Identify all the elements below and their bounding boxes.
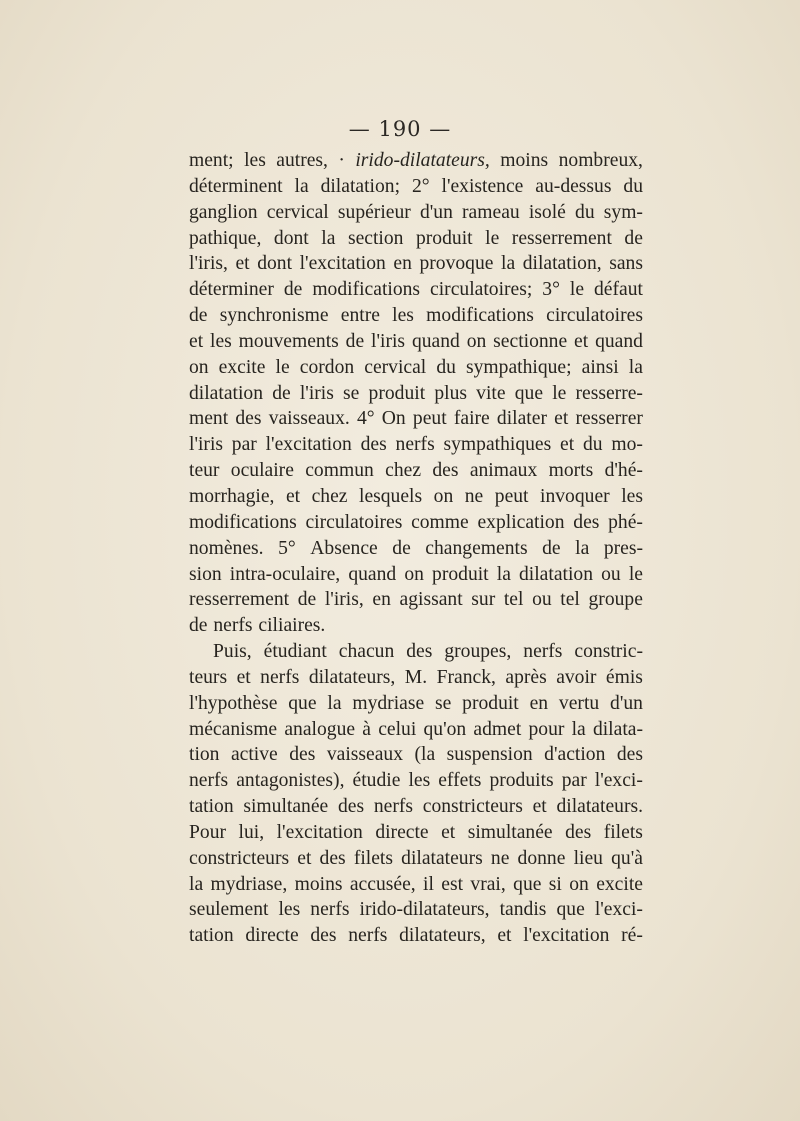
word: teurs xyxy=(189,666,228,688)
word: ment xyxy=(189,408,229,430)
word: irido-dilatateurs, xyxy=(355,150,490,171)
word: ou xyxy=(532,589,552,611)
word: vrai, xyxy=(470,873,506,895)
word: ciliaires. xyxy=(258,615,326,637)
word: produit xyxy=(415,227,473,249)
word: en xyxy=(393,253,412,275)
word: que xyxy=(556,899,585,921)
word: les xyxy=(621,485,643,507)
word: les xyxy=(392,305,414,327)
word: modifications xyxy=(426,305,534,327)
word: que xyxy=(288,692,317,714)
word: directe xyxy=(245,925,299,947)
word: lui, xyxy=(238,821,265,843)
word: des xyxy=(360,434,387,456)
word: synchronisme xyxy=(219,305,329,327)
word: mo- xyxy=(611,434,643,456)
word: après xyxy=(505,666,547,688)
word: rameau xyxy=(462,201,520,223)
word: il xyxy=(423,873,434,895)
word: produit xyxy=(432,563,489,585)
word: groupes, xyxy=(444,641,512,663)
word: déterminer xyxy=(189,279,274,301)
word: circulatoires; xyxy=(430,279,533,301)
word: dilatation xyxy=(189,382,264,404)
word: le xyxy=(275,356,290,378)
word: l'hypothèse xyxy=(189,692,278,714)
word: l'excitation xyxy=(265,434,352,456)
word: au-dessus xyxy=(535,175,612,197)
word: dilatateurs xyxy=(401,847,483,869)
word: vite xyxy=(476,382,506,404)
word: ainsi xyxy=(581,356,619,378)
word: resserrer xyxy=(575,408,643,430)
word: la xyxy=(575,537,590,559)
word: du xyxy=(623,175,643,197)
word: excite xyxy=(596,873,643,895)
word: accusée, xyxy=(349,873,416,895)
word: de xyxy=(272,382,291,404)
word: nerfs xyxy=(260,666,300,688)
word: produit xyxy=(368,382,426,404)
word: nerfs xyxy=(310,899,350,921)
word: le xyxy=(485,227,500,249)
word: Absence xyxy=(310,537,378,559)
word: la xyxy=(628,356,643,378)
word: chez xyxy=(385,460,422,482)
word: active xyxy=(230,744,278,766)
word: de xyxy=(345,330,365,352)
word: sympathiques xyxy=(443,434,552,456)
word: de xyxy=(189,615,208,637)
word: dilatateurs. xyxy=(556,796,643,818)
word: l'exci- xyxy=(594,899,643,921)
word: chacun xyxy=(338,641,395,663)
word: nerfs xyxy=(213,615,253,637)
word: la xyxy=(321,227,336,249)
word: nerfs xyxy=(348,925,388,947)
word: d'hé- xyxy=(604,460,643,482)
text-line xyxy=(189,406,643,432)
word: d'un xyxy=(419,201,453,223)
text-line xyxy=(189,510,643,536)
word: agissant xyxy=(399,589,463,611)
word: les xyxy=(244,150,266,171)
word: sur xyxy=(471,589,496,611)
body-text xyxy=(189,148,643,949)
word: constricteurs xyxy=(189,847,290,869)
word: sion xyxy=(189,563,222,585)
word: sans xyxy=(609,253,643,275)
word: ne xyxy=(464,485,484,507)
word: mydriase, xyxy=(210,873,288,895)
word: la xyxy=(496,563,511,585)
word: et xyxy=(574,330,589,352)
text-line xyxy=(189,458,643,484)
word: commun xyxy=(305,460,374,482)
word: des xyxy=(289,744,316,766)
word: d'action xyxy=(544,744,606,766)
word: nomènes. xyxy=(189,537,264,559)
word: antagonistes), xyxy=(236,770,345,792)
word: du xyxy=(575,201,595,223)
word: effets xyxy=(438,770,482,792)
word: faire xyxy=(453,408,490,430)
word: resserrement xyxy=(511,227,612,249)
word: resserrement xyxy=(189,589,290,611)
text-line xyxy=(189,768,643,794)
word: de xyxy=(297,589,317,611)
word: cervical xyxy=(364,356,427,378)
word: lieu xyxy=(573,847,603,869)
word: chez xyxy=(311,485,348,507)
word: circulatoires xyxy=(546,305,643,327)
word: 2° xyxy=(411,175,430,197)
word: vertu xyxy=(558,692,600,714)
word: sympathique; xyxy=(466,356,572,378)
word: les xyxy=(278,899,301,921)
word: entre xyxy=(340,305,380,327)
text-line xyxy=(189,923,643,949)
word: on xyxy=(404,563,424,585)
word: des xyxy=(616,744,643,766)
text-line xyxy=(189,717,643,743)
word: de xyxy=(283,279,303,301)
text-line xyxy=(189,303,643,329)
word: et xyxy=(441,821,456,843)
text-line xyxy=(189,277,643,303)
text-line xyxy=(189,794,643,820)
word: 4° xyxy=(356,408,375,430)
word: ne xyxy=(490,847,510,869)
word: modifications xyxy=(189,511,297,533)
text-line xyxy=(189,329,643,355)
word: ou xyxy=(601,563,621,585)
word: ment; xyxy=(189,150,234,171)
word: qu'on xyxy=(423,718,467,740)
word: de xyxy=(624,227,643,249)
word: supérieur xyxy=(337,201,411,223)
word: et xyxy=(235,253,250,275)
word: émis xyxy=(605,666,643,688)
word: et xyxy=(285,485,301,507)
word: si xyxy=(548,873,562,895)
word: dont xyxy=(273,227,309,249)
text-line xyxy=(189,846,643,872)
word: (la xyxy=(414,744,436,766)
word: du xyxy=(436,356,456,378)
word: 3° xyxy=(542,279,560,301)
word: lesquels xyxy=(359,485,423,507)
word: constric- xyxy=(574,641,643,663)
word: comme xyxy=(411,511,469,533)
word: nerfs xyxy=(395,434,435,456)
word: l'excitation xyxy=(523,925,610,947)
word: par xyxy=(231,434,257,456)
text-line xyxy=(189,587,643,613)
text-line xyxy=(189,872,643,898)
page-number: — 190 — xyxy=(348,117,452,141)
word: se xyxy=(343,382,360,404)
word: des xyxy=(432,460,459,482)
text-line xyxy=(189,174,643,200)
word: directe xyxy=(375,821,429,843)
word: ganglion xyxy=(189,201,258,223)
word: dilata- xyxy=(592,718,643,740)
word: des xyxy=(573,511,600,533)
word: tation xyxy=(189,925,234,947)
word: de xyxy=(542,537,561,559)
word: groupe xyxy=(588,589,643,611)
word: produit xyxy=(462,692,519,714)
word: en xyxy=(529,692,549,714)
word: section xyxy=(347,227,404,249)
word: admet xyxy=(473,718,522,740)
word: on xyxy=(466,330,487,352)
word: dilatateurs, xyxy=(399,925,486,947)
word: se xyxy=(435,692,452,714)
word: simultanée xyxy=(243,796,329,818)
word: déterminent xyxy=(189,175,283,197)
text-line xyxy=(189,742,643,768)
word: qu'à xyxy=(611,847,643,869)
word: l'excitation xyxy=(276,821,363,843)
word: dilatateurs, xyxy=(308,666,396,688)
word: seulement xyxy=(189,899,269,921)
word: et xyxy=(532,796,547,818)
word: par xyxy=(561,770,587,792)
word: l'iris, xyxy=(324,589,364,611)
word: autres, xyxy=(276,150,328,171)
text-line xyxy=(189,432,643,458)
word: cervical xyxy=(266,201,329,223)
word: sectionne xyxy=(493,330,568,352)
word: que xyxy=(514,382,544,404)
word: mécanisme xyxy=(189,718,278,740)
word: les xyxy=(408,770,431,792)
word: animaux xyxy=(469,460,538,482)
word: le xyxy=(569,279,585,301)
word: pres- xyxy=(603,537,643,559)
word: Pour xyxy=(189,821,227,843)
word: le xyxy=(552,382,567,404)
word: de xyxy=(189,305,208,327)
text-line xyxy=(189,562,643,588)
word: morrhagie, xyxy=(189,485,275,507)
word: on xyxy=(189,356,209,378)
word: circulatoires xyxy=(305,511,403,533)
word: pathique, xyxy=(189,227,262,249)
word: donne xyxy=(517,847,566,869)
word: isolé xyxy=(528,201,566,223)
word: suspension xyxy=(446,744,533,766)
word: est xyxy=(441,873,464,895)
word: à xyxy=(362,718,371,740)
word: phé- xyxy=(608,511,643,533)
word: sym- xyxy=(603,201,643,223)
text-line xyxy=(189,355,643,381)
word: l'iris xyxy=(189,434,224,456)
word: filets xyxy=(603,821,643,843)
word: avoir xyxy=(556,666,597,688)
word: des xyxy=(406,641,433,663)
word: mydriase xyxy=(352,692,425,714)
word: ré- xyxy=(621,925,643,947)
word: des xyxy=(319,847,346,869)
text-line xyxy=(189,251,643,277)
word: mouvements xyxy=(238,330,339,352)
word: dilatation, xyxy=(522,253,602,275)
word: des xyxy=(310,925,337,947)
word: l'exci- xyxy=(594,770,643,792)
word: constricteurs xyxy=(422,796,523,818)
word: plus xyxy=(434,382,467,404)
text-line xyxy=(189,691,643,717)
word: intra-oculaire, xyxy=(229,563,341,585)
text-line xyxy=(189,536,643,562)
word: modifications xyxy=(312,279,421,301)
word: du xyxy=(582,434,603,456)
word: dilatation; xyxy=(320,175,401,197)
word: la xyxy=(571,718,586,740)
word: quand xyxy=(348,563,397,585)
text-line xyxy=(189,381,643,407)
word: pour xyxy=(528,718,565,740)
word: celui xyxy=(378,718,417,740)
word: changements xyxy=(425,537,528,559)
word: analogue xyxy=(284,718,356,740)
word: excite xyxy=(218,356,266,378)
text-line xyxy=(189,639,643,665)
word: le xyxy=(628,563,643,585)
word: irido-dilatateurs, xyxy=(359,899,490,921)
word: simultanée xyxy=(467,821,553,843)
word: vaisseaux xyxy=(326,744,404,766)
word: nombreux, xyxy=(558,150,643,171)
word: la xyxy=(294,175,309,197)
word: nerfs xyxy=(189,770,229,792)
word: quand xyxy=(411,330,460,352)
word: oculaire xyxy=(230,460,294,482)
word: quand xyxy=(595,330,643,352)
text-line xyxy=(189,665,643,691)
word: et xyxy=(297,847,312,869)
word: vaisseaux. xyxy=(268,408,350,430)
word: et xyxy=(560,434,575,456)
word: la xyxy=(327,692,342,714)
word: On xyxy=(381,408,406,430)
word: M. xyxy=(404,666,428,688)
word: dilater xyxy=(496,408,547,430)
word: défaut xyxy=(594,279,643,301)
word: les xyxy=(210,330,232,352)
word: · xyxy=(338,150,345,171)
word: tel xyxy=(560,589,580,611)
word: resserre- xyxy=(575,382,643,404)
word: des xyxy=(235,408,262,430)
word: et xyxy=(497,925,512,947)
word: on xyxy=(433,485,454,507)
text-line xyxy=(189,613,643,639)
word: l'iris xyxy=(299,382,334,404)
word: moins xyxy=(294,873,343,895)
word: teur xyxy=(189,460,220,482)
word: l'iris xyxy=(371,330,406,352)
word: dont xyxy=(257,253,293,275)
word: des xyxy=(337,796,365,818)
word: tion xyxy=(189,744,220,766)
word: morts xyxy=(548,460,594,482)
word: cordon xyxy=(299,356,355,378)
word: nerfs xyxy=(373,796,414,818)
word: provoque xyxy=(419,253,494,275)
text-line xyxy=(189,148,643,174)
word: de xyxy=(392,537,411,559)
word: invoquer xyxy=(540,485,610,507)
word: la xyxy=(501,253,516,275)
word: étudiant xyxy=(263,641,327,663)
text-line xyxy=(189,200,643,226)
word: et xyxy=(554,408,569,430)
word: 5° xyxy=(278,537,296,559)
text-line xyxy=(189,484,643,510)
word: filets xyxy=(353,847,393,869)
word: l'existence xyxy=(441,175,524,197)
word: tation xyxy=(189,796,234,818)
word: nerfs xyxy=(523,641,563,663)
word: l'iris, xyxy=(189,253,228,275)
word: d'un xyxy=(610,692,643,714)
word: produits xyxy=(489,770,554,792)
word: tel xyxy=(503,589,524,611)
word: moins xyxy=(500,150,549,171)
word: dilatation xyxy=(519,563,594,585)
word: explication xyxy=(477,511,565,533)
word: peut xyxy=(412,408,447,430)
word: on xyxy=(569,873,589,895)
word: Puis, xyxy=(213,641,252,663)
text-line xyxy=(189,226,643,252)
word: la xyxy=(189,873,204,895)
word: étudie xyxy=(352,770,401,792)
word: et xyxy=(189,330,204,352)
word: que xyxy=(513,873,542,895)
word: tandis xyxy=(499,899,547,921)
word: l'excitation xyxy=(299,253,386,275)
word: des xyxy=(565,821,592,843)
word: en xyxy=(372,589,391,611)
text-line xyxy=(189,897,643,923)
text-line xyxy=(189,820,643,846)
word: peut xyxy=(494,485,529,507)
word: Franck, xyxy=(436,666,496,688)
word: et xyxy=(236,666,251,688)
